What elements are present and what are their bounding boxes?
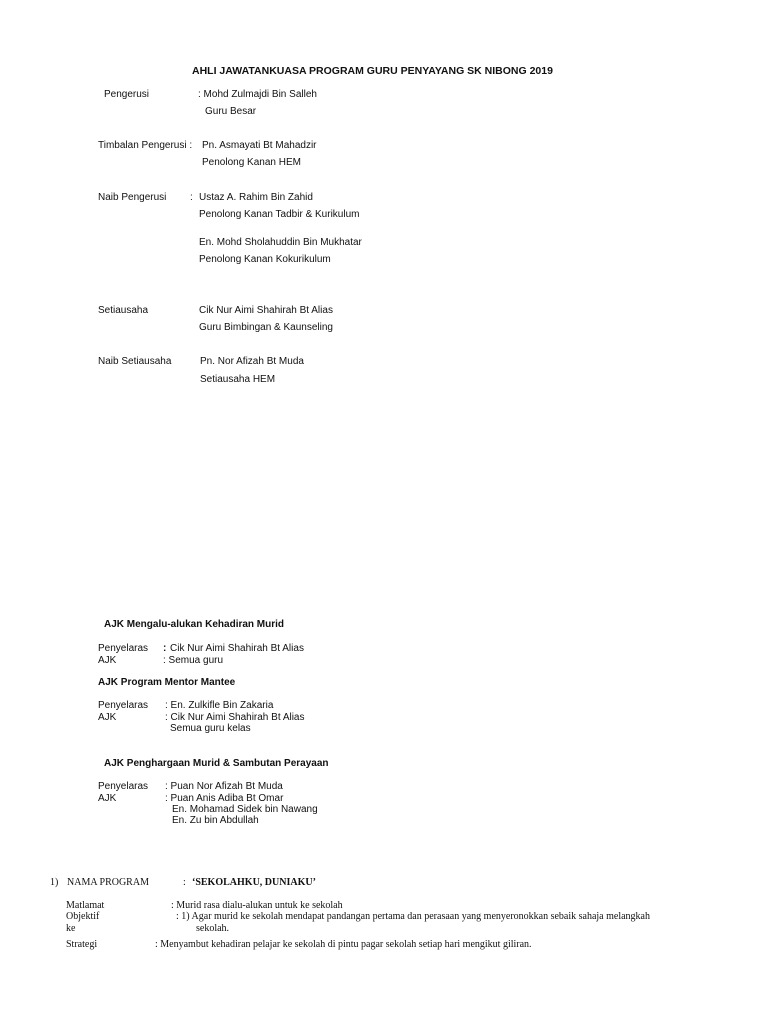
naib-pengerusi-label: Naib Pengerusi (98, 192, 167, 203)
program-name-colon: : (183, 877, 186, 888)
strategi-label: Strategi (66, 939, 98, 950)
objektif-value: : 1) Agar murid ke sekolah mendapat pandangan pertama dan perasaan yang menyeronokkan sebaik sahaja melangkah (176, 911, 650, 922)
timbalan-name: Pn. Asmayati Bt Mahadzir (202, 140, 317, 151)
ajk-value: : Semua guru (163, 655, 224, 666)
penyelaras-value: : Puan Nor Afizah Bt Muda (165, 781, 283, 792)
naib-pengerusi-name-1: Ustaz A. Rahim Bin Zahid (199, 192, 313, 203)
penyelaras-label: Penyelaras (98, 643, 149, 654)
ajk-section-heading: AJK Mengalu-alukan Kehadiran Murid (104, 619, 285, 630)
penyelaras-value: Cik Nur Aimi Shahirah Bt Alias (170, 643, 304, 654)
ajk-label: AJK (98, 793, 117, 804)
penyelaras-colon: : (163, 643, 167, 654)
ajk-label: AJK (98, 655, 117, 666)
pengerusi-name: : Mohd Zulmajdi Bin Salleh (198, 89, 317, 100)
objektif-label: Objektif (66, 911, 100, 922)
program-name: ‘SEKOLAHKU, DUNIAKU’ (192, 877, 316, 888)
matlamat-value: : Murid rasa dialu-alukan untuk ke sekolah (171, 900, 343, 911)
naib-pengerusi-colon: : (190, 192, 193, 203)
penyelaras-label: Penyelaras (98, 700, 149, 711)
penyelaras-value: : En. Zulkifle Bin Zakaria (165, 700, 274, 711)
timbalan-label: Timbalan Pengerusi : (98, 140, 193, 151)
objektif-ke-label: ke (66, 923, 76, 934)
ajk-section-heading: AJK Program Mentor Mantee (98, 677, 236, 688)
naib-setiausaha-position: Setiausaha HEM (200, 374, 276, 385)
ajk-value: : Puan Anis Adiba Bt Omar (165, 793, 284, 804)
penyelaras-label: Penyelaras (98, 781, 149, 792)
matlamat-label: Matlamat (66, 900, 105, 911)
setiausaha-position: Guru Bimbingan & Kaunseling (199, 322, 333, 333)
ajk-value: : Cik Nur Aimi Shahirah Bt Alias (165, 712, 305, 723)
setiausaha-label: Setiausaha (98, 305, 149, 316)
setiausaha-name: Cik Nur Aimi Shahirah Bt Alias (199, 305, 333, 316)
naib-pengerusi-position-2: Penolong Kanan Kokurikulum (199, 254, 331, 265)
program-name-label: NAMA PROGRAM (67, 877, 149, 888)
ajk-value: Semua guru kelas (170, 723, 251, 734)
ajk-label: AJK (98, 712, 117, 723)
objektif-continuation: sekolah. (196, 923, 230, 934)
program-number: 1) (50, 877, 59, 888)
strategi-value: : Menyambut kehadiran pelajar ke sekolah di pintu pagar sekolah setiap hari mengikut giliran. (155, 939, 532, 950)
ajk-section-heading: AJK Penghargaan Murid & Sambutan Perayaan (104, 758, 329, 769)
page-title: AHLI JAWATANKUASA PROGRAM GURU PENYAYANG SK NIBONG 2019 (192, 65, 553, 77)
naib-pengerusi-position-1: Penolong Kanan Tadbir & Kurikulum (199, 209, 360, 220)
naib-pengerusi-name-2: En. Mohd Sholahuddin Bin Mukhatar (199, 237, 362, 248)
naib-setiausaha-label: Naib Setiausaha (98, 356, 172, 367)
ajk-value: En. Zu bin Abdullah (172, 815, 259, 826)
timbalan-position: Penolong Kanan HEM (202, 157, 301, 168)
pengerusi-label: Pengerusi (104, 89, 150, 100)
naib-setiausaha-name: Pn. Nor Afizah Bt Muda (200, 356, 304, 367)
pengerusi-position: Guru Besar (205, 106, 257, 117)
ajk-value: En. Mohamad Sidek bin Nawang (172, 804, 318, 815)
